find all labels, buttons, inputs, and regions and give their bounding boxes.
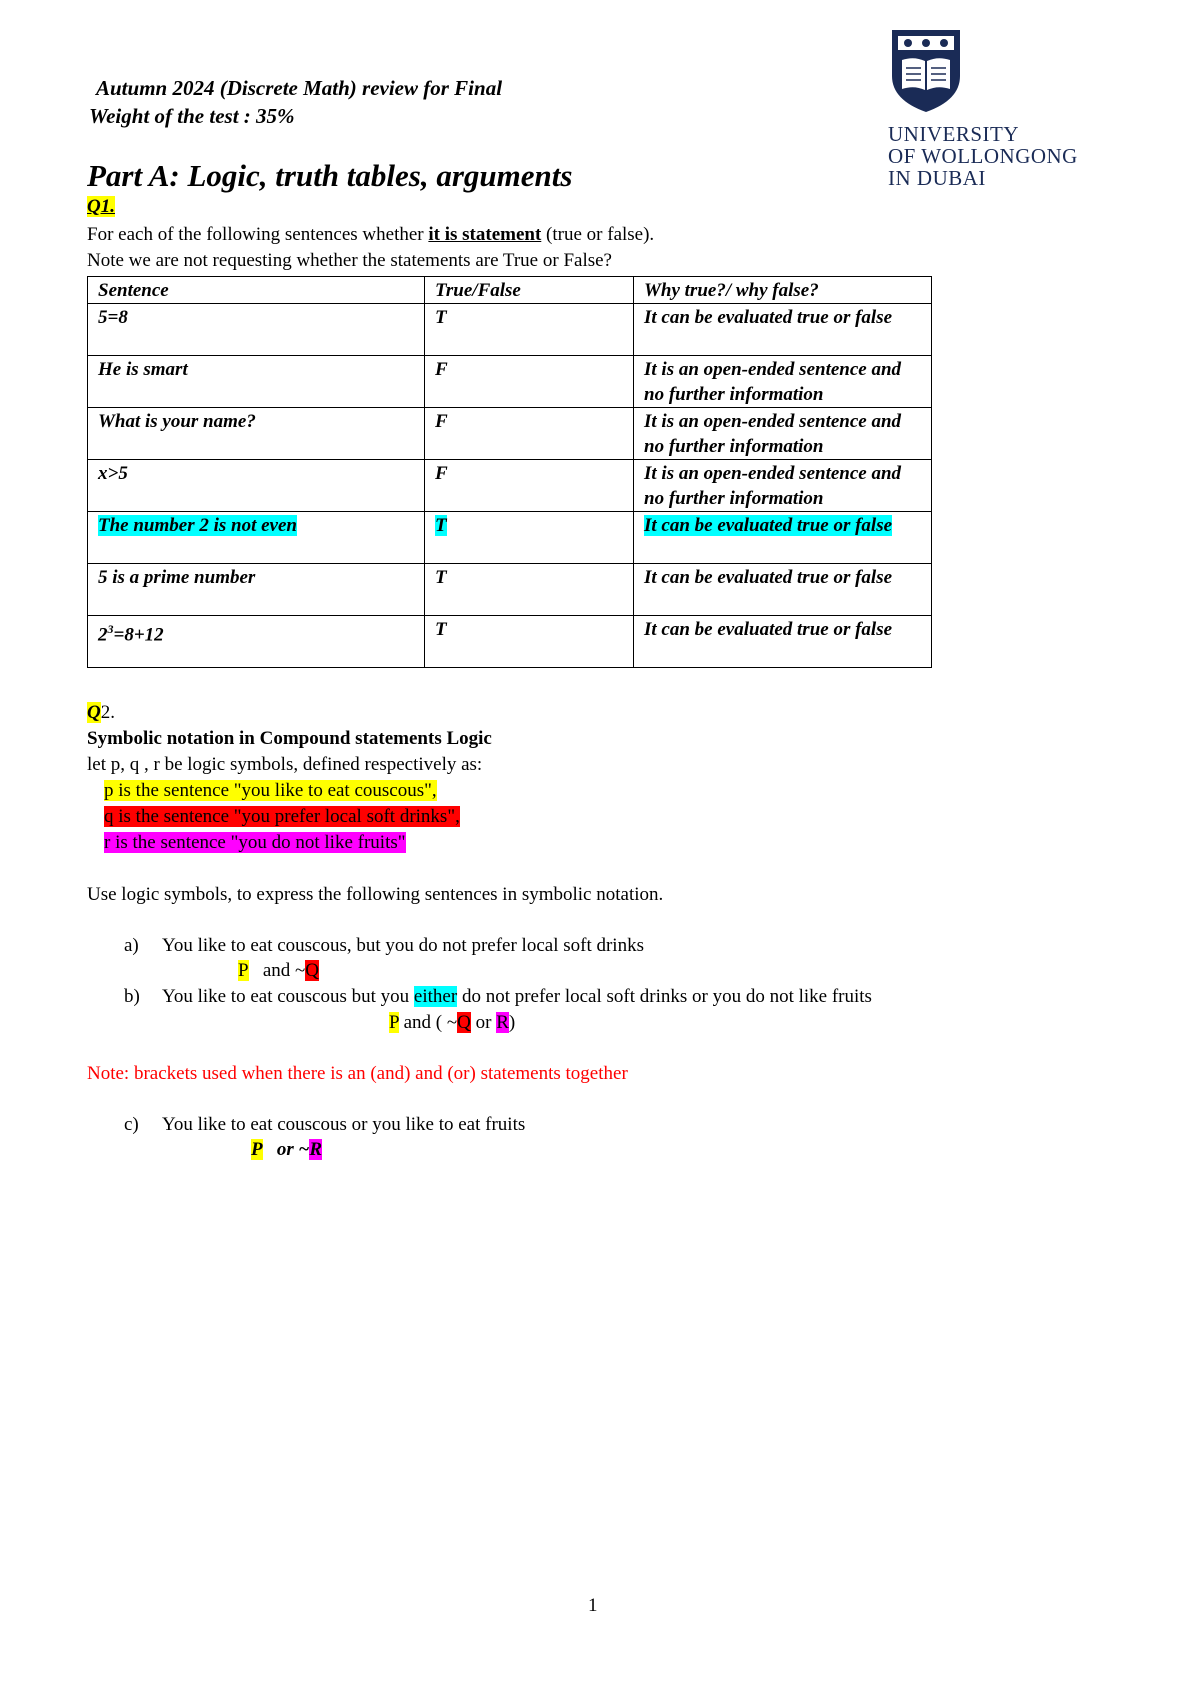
answer-b-q: Q [457, 1012, 471, 1033]
answer-a-p: P [238, 960, 249, 981]
page-number: 1 [588, 1595, 598, 1616]
logo-line-2: OF WOLLONGONG [888, 144, 1078, 168]
label-b: b) [124, 986, 140, 1007]
cell-sentence: 5 is a prime number [88, 564, 425, 616]
cell-sentence: He is smart [88, 356, 425, 408]
def-p [104, 780, 437, 802]
highlight-tf: T [435, 515, 447, 536]
answer-b-close: ) [508, 1012, 516, 1033]
answer-a-q: Q [305, 960, 320, 981]
table-header-row [88, 277, 932, 304]
cell-sentence: What is your name? [88, 408, 425, 460]
cell-tf: T [425, 616, 634, 668]
q2-instruction: Use logic symbols, to express the following sentences in symbolic notation. [87, 884, 664, 905]
def-q [104, 806, 460, 828]
logo-line-1: UNIVERSITY [888, 122, 1019, 146]
crest-icon [890, 28, 962, 114]
bracket-note: Note: brackets used when there is an (and) and (or) statements together [87, 1063, 628, 1084]
answer-b-r: R [496, 1012, 509, 1033]
part-a-title: Part A: Logic, truth tables, arguments [87, 158, 573, 193]
answer-c-r: R [309, 1139, 323, 1160]
logo-text [888, 123, 1088, 189]
cell-tf: T [425, 564, 634, 616]
q1-note: Note we are not requesting whether the statements are True or False? [87, 250, 612, 271]
answer-c [251, 1139, 322, 1161]
answer-b-or: or [470, 1012, 497, 1033]
header-sentence: Sentence [88, 277, 425, 304]
logo-line-3: IN DUBAI [888, 166, 986, 190]
answer-b [389, 1012, 515, 1034]
cell-why: It is an open-ended sentence and no further information [634, 460, 932, 512]
cell-sentence [88, 512, 425, 564]
answer-b-and: and ( ~ [398, 1012, 458, 1033]
def-r-text: r is the sentence "you do not like fruits" [104, 832, 406, 853]
q1-instr-pre: For each of the following sentences whether [87, 224, 429, 245]
answer-a [238, 960, 319, 982]
cell-why: It can be evaluated true or false [634, 616, 932, 668]
cell-tf: F [425, 356, 634, 408]
text-c: You like to eat couscous or you like to eat fruits [162, 1114, 526, 1135]
table-row [88, 356, 932, 408]
cell-sentence [88, 616, 425, 668]
q2-intro: let p, q , r be logic symbols, defined respectively as: [87, 754, 483, 775]
cell-tf: F [425, 460, 634, 512]
label-a: a) [124, 935, 139, 956]
university-logo [888, 28, 1088, 189]
def-p-text: p is the sentence "you like to eat couscous", [104, 780, 437, 801]
label-c: c) [124, 1114, 139, 1135]
answer-a-and: and ~ [262, 960, 306, 981]
text-b-pre: You like to eat couscous but you [162, 986, 414, 1007]
answer-c-p: P [251, 1139, 263, 1160]
cell-tf: T [425, 304, 634, 356]
q2-label-q: Q [87, 702, 101, 723]
cell-why: It is an open-ended sentence and no further information [634, 408, 932, 460]
question-b [124, 986, 872, 1008]
cell-sentence: x>5 [88, 460, 425, 512]
q1-table [87, 276, 932, 668]
table-row [88, 564, 932, 616]
q2-label-rest: 2. [100, 702, 115, 723]
q2-label-line [87, 702, 115, 724]
text-b-post: do not prefer local soft drinks or you do not like fruits [457, 986, 872, 1007]
q1-instruction [87, 224, 654, 246]
table-row [88, 616, 932, 668]
q1-instr-post: (true or false). [541, 224, 655, 245]
table-row [88, 460, 932, 512]
def-q-text: q is the sentence "you prefer local soft drinks", [104, 806, 460, 827]
cell-sentence: 5=8 [88, 304, 425, 356]
cell-why: It is an open-ended sentence and no further information [634, 356, 932, 408]
q1-instr-emph: it is statement [428, 224, 542, 245]
power-exponent: 3 [107, 622, 114, 636]
cell-tf [425, 512, 634, 564]
cell-why: It can be evaluated true or false [634, 304, 932, 356]
test-weight: Weight of the test : 35% [89, 104, 295, 128]
power-rest: =8+12 [113, 624, 164, 646]
header-true-false: True/False [425, 277, 634, 304]
q2-title: Symbolic notation in Compound statements Logic [87, 728, 492, 749]
table-row-highlighted [88, 512, 932, 564]
q1-label-line [87, 196, 115, 218]
def-r [104, 832, 406, 854]
text-a: You like to eat couscous, but you do not prefer local soft drinks [162, 935, 644, 956]
power-base: 2 [98, 624, 108, 646]
q1-label: Q1. [87, 196, 115, 217]
cell-why: It can be evaluated true or false [634, 564, 932, 616]
question-c [124, 1114, 525, 1136]
table-row [88, 408, 932, 460]
table-row [88, 304, 932, 356]
answer-b-p: P [389, 1012, 399, 1033]
header-why: Why true?/ why false? [634, 277, 932, 304]
text-b-either: either [413, 986, 458, 1007]
cell-why [634, 512, 932, 564]
course-title: Autumn 2024 (Discrete Math) review for Final [96, 76, 503, 100]
cell-tf: F [425, 408, 634, 460]
question-a [124, 935, 644, 957]
answer-c-or: or ~ [276, 1139, 310, 1160]
highlight-sentence: The number 2 is not even [98, 515, 297, 536]
highlight-why: It can be evaluated true or false [644, 515, 893, 536]
